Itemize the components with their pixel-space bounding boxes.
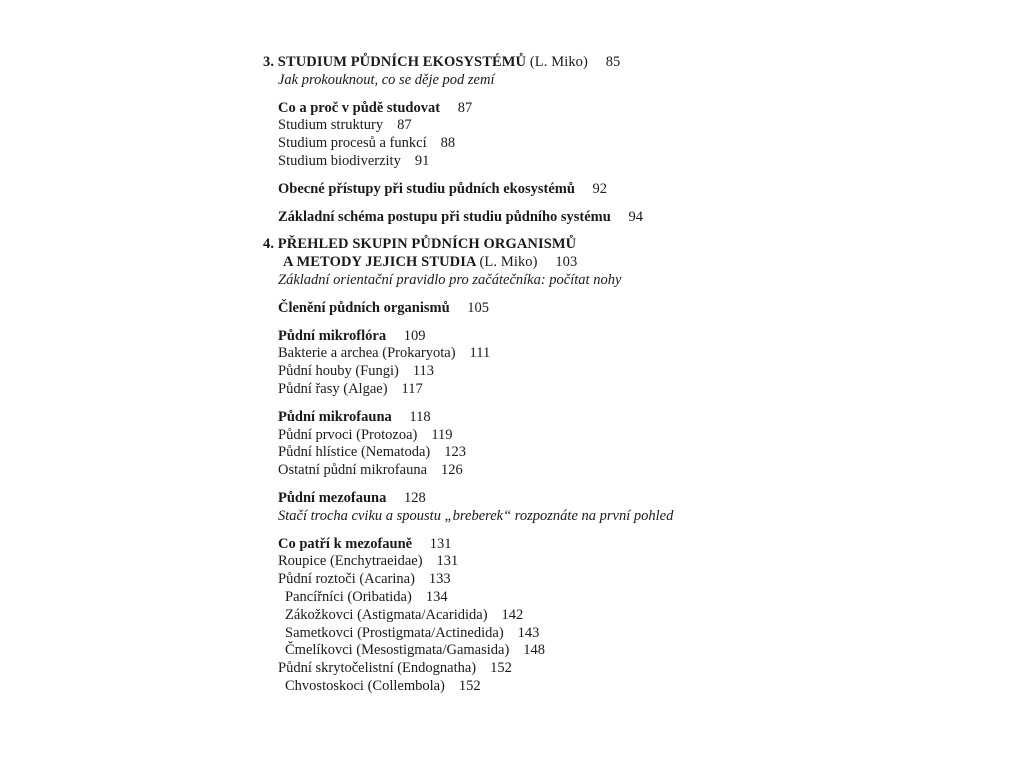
section-title: Půdní mikrofauna [278,408,392,425]
page-number: 131 [436,553,459,570]
entry-label: Sametkovci (Prostigmata/Actinedida) [285,624,504,641]
page-number: 109 [403,327,426,344]
toc-entry [263,462,963,480]
page-number: 143 [517,624,540,641]
toc-subentry [263,678,963,696]
entry-label: Zákožkovci (Astigmata/Acaridida) [285,606,488,623]
entry-label: Půdní houby (Fungi) [278,363,399,380]
toc-entry [263,153,963,171]
toc-entry [263,345,963,363]
section-title: Půdní mezofauna [278,489,387,506]
chapter-title-cont: A METODY JEJICH STUDIA [283,254,476,271]
toc-entry [263,381,963,399]
page-number: 103 [555,254,578,271]
page-number: 152 [490,660,512,677]
page-number: 85 [605,54,621,70]
toc-entry [263,660,963,678]
entry-label: Bakterie a archea (Prokaryota) [278,345,456,362]
page-number: 88 [440,135,456,152]
chapter-title: 4. PŘEHLED SKUPIN PŮDNÍCH ORGANISMŮ [263,236,577,253]
page-number: 111 [469,345,491,362]
page-number: 134 [425,588,448,605]
section-title: Obecné přístupy při studiu půdních ekosystémů [278,180,575,197]
page-number: 142 [501,606,524,623]
section-title: Základní schéma postupu při studiu půdního systému [278,208,611,225]
entry-label: Půdní skrytočelistní (Endognatha) [278,660,477,677]
chapter-4-heading [263,236,963,254]
entry-label: Studium struktury [278,117,384,134]
section-heading [263,100,963,118]
toc-entry [263,553,963,571]
section-subtitle: Stačí trocha cviku a spoustu „breberek“ rozpoznáte na první pohled [278,507,674,524]
section-heading [263,409,963,427]
section-heading [263,181,963,199]
page-number: 128 [404,489,426,506]
section-heading [263,209,963,227]
section-heading [263,328,963,346]
entry-label: Pancířníci (Oribatida) [285,588,412,605]
toc-entry [263,427,963,445]
page-number: 92 [592,180,608,197]
page-number: 105 [467,299,490,316]
toc-subentry [263,625,963,643]
page-number: 94 [628,208,643,225]
page-number: 117 [401,380,423,397]
entry-label: Studium biodiverzity [278,152,401,169]
chapter-3-heading [263,54,963,72]
toc-subentry [263,589,963,607]
page-number: 87 [397,117,412,134]
entry-label: Studium procesů a funkcí [278,135,427,152]
page-number: 113 [412,363,435,380]
entry-label: Čmelíkovci (Mesostigmata/Gamasida) [285,642,510,659]
page-number: 123 [444,444,466,461]
page-number: 91 [414,152,430,169]
table-of-contents [263,54,963,696]
section-title: Půdní mikroflóra [278,327,387,344]
entry-label: Půdní hlístice (Nematoda) [278,444,431,461]
section-heading [263,536,963,554]
toc-entry [263,363,963,381]
section-title: Členění půdních organismů [278,299,450,316]
chapter-subtitle: Základní orientační pravidlo pro začátečníka: počítat nohy [278,271,622,288]
chapter-subtitle: Jak prokouknout, co se děje pod zemí [278,71,495,88]
section-title: Co a proč v půdě studovat [278,99,441,116]
toc-subentry [263,642,963,660]
entry-label: Chvostoskoci (Collembola) [285,677,445,694]
section-heading [263,300,963,318]
toc-entry [263,571,963,589]
page-number: 87 [457,99,473,116]
chapter-author: (L. Miko) [479,254,538,271]
page-number: 118 [409,408,431,425]
chapter-author: (L. Miko) [529,54,588,70]
page-number: 119 [431,426,453,443]
chapter-4-heading-cont [263,254,963,272]
entry-label: Půdní řasy (Algae) [278,380,388,397]
page-number: 133 [428,571,451,588]
page-number: 148 [523,642,546,659]
toc-entry [263,444,963,462]
section-heading [263,490,963,508]
toc-entry [263,135,963,153]
entry-label: Ostatní půdní mikrofauna [278,462,428,479]
entry-label: Roupice (Enchytraeidae) [278,553,423,570]
section-title: Co patří k mezofauně [278,535,413,552]
chapter-title: 3. STUDIUM PŮDNÍCH EKOSYSTÉMŮ [263,54,527,70]
entry-label: Půdní roztoči (Acarina) [278,571,415,588]
toc-entry [263,117,963,135]
entry-label: Půdní prvoci (Protozoa) [278,426,418,443]
page-number: 131 [429,535,452,552]
page-number: 152 [458,677,481,694]
toc-subentry [263,607,963,625]
page-number: 126 [441,462,463,479]
